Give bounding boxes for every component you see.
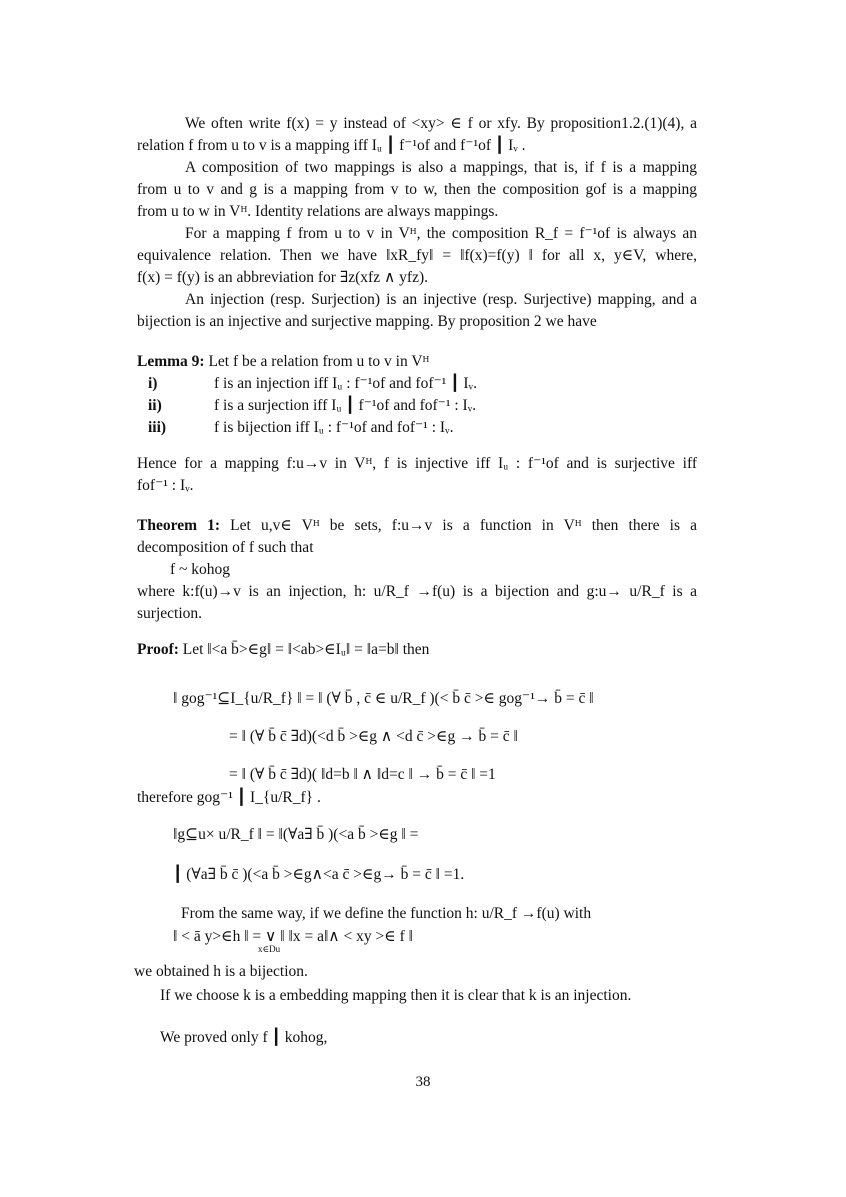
proof-equation-3: = ‖ (∀ b̄ c̄ ∃d)( ‖d=b ‖ ∧ ‖d=c ‖ → b̄ = c̄ ‖ =1 xyxy=(229,766,496,783)
proof-equation-2: = ‖ (∀ b̄ c̄ ∃d)(<d b̄ >∈g ∧ <d c̄ >∈g → b̄ = c̄ ‖ xyxy=(229,728,518,745)
page-number: 38 xyxy=(415,1074,431,1090)
paragraph-4-line-1: An injection (resp. Surjection) is an injective (resp. Surjective) mapping, and a xyxy=(185,291,697,308)
lemma-label: Lemma 9: xyxy=(137,353,205,370)
paragraph-3-line-2: equivalence relation. Then we have ‖xR_fy‖ = ‖f(x)=f(y) ‖ for all x, y∈V, where, xyxy=(137,247,697,264)
lemma-intro: Let f be a relation from u to v in Vᴴ xyxy=(204,353,430,370)
hence-line-1: Hence for a mapping f:u→v in Vᴴ, f is injective iff Iᵤ : f⁻¹of and is surjective iff xyxy=(137,455,697,472)
hence-line-2: fof⁻¹ : Iᵥ. xyxy=(137,477,194,494)
proof-equation-5: ┃ (∀a∃ b̄ c̄ )(<a b̄ >∈g∧<a c̄ >∈g→ b̄ = c̄ ‖ =1. xyxy=(173,866,465,883)
paragraph-1-line-1: We often write f(x) = y instead of <xy> ∈ f or xfy. By proposition1.2.(1)(4), a xyxy=(185,115,697,132)
proof-therefore: therefore gog⁻¹ ┃ I_{u/R_f} . xyxy=(137,789,321,806)
proof-proved: We proved only f ┃ kohog, xyxy=(160,1029,328,1046)
proof-h-definition: ‖ < ā y>∈h ‖ = ∨ ‖ ‖x = a‖∧ < xy >∈ f ‖ xyxy=(173,928,413,945)
proof-equation-4: ‖g⊆u× u/R_f ‖ = ‖(∀a∃ b̄ )(<a b̄ >∈g ‖ = xyxy=(173,826,419,843)
paragraph-3-line-1: For a mapping f from u to v in Vᴴ, the composition R_f = f⁻¹of is always an xyxy=(185,225,697,242)
theorem-line-5: surjection. xyxy=(137,605,202,622)
proof-line-1: Proof: Let ‖<a b̄>∈g‖ = ‖<ab>∈Iᵤ‖ = ‖a=b‖ then xyxy=(137,641,430,658)
paragraph-4-line-2: bijection is an injective and surjective mapping. By proposition 2 we have xyxy=(137,313,597,330)
proof-same-way: From the same way, if we define the function h: u/R_f →f(u) with xyxy=(181,905,592,922)
theorem-line-4: where k:f(u)→v is an injection, h: u/R_f →f(u) is a bijection and g:u→ u/R_f is a xyxy=(137,583,697,600)
proof-h-subscript: x∈Du xyxy=(258,944,281,954)
proof-obtained: we obtained h is a bijection. xyxy=(134,963,308,980)
theorem-formula: f ~ kohog xyxy=(170,561,231,578)
paragraph-2-line-2: from u to v and g is a mapping from v to w, then the composition gof is a mapping xyxy=(137,181,697,198)
proof-choose-k: If we choose k is a embedding mapping then it is clear that k is an injection. xyxy=(160,987,632,1004)
paragraph-2-line-3: from u to w in Vᴴ. Identity relations are always mappings. xyxy=(137,203,499,220)
proof-equation-1: ‖ gog⁻¹⊆I_{u/R_f} ‖ = ‖ (∀ b̄ , c̄ ∈ u/R_f )(< b̄ c̄ >∈ gog⁻¹→ b̄ = c̄ ‖ xyxy=(173,690,594,707)
lemma-heading xyxy=(137,352,697,372)
paragraph-3-line-3: f(x) = f(y) is an abbreviation for ∃z(xfz ∧ yfz). xyxy=(137,269,429,286)
paragraph-1-line-2: relation f from u to v is a mapping iff Iᵤ ┃ f⁻¹of and f⁻¹of ┃ Iᵥ . xyxy=(137,137,526,154)
paragraph-2-line-1: A composition of two mappings is also a mappings, that is, if f is a mapping xyxy=(185,159,697,176)
theorem-line-2: decomposition of f such that xyxy=(137,539,314,556)
theorem-label: Theorem 1: xyxy=(137,517,221,534)
theorem-line-1: Theorem 1: Let u,v∈ Vᴴ be sets, f:u→v is a function in Vᴴ then there is a xyxy=(137,517,697,534)
proof-label: Proof: xyxy=(137,641,179,658)
document-page: We often write f(x) = y instead of <xy> ∈ f or xfy. By proposition1.2.(1)(4), a relation f from u to v is a mapping iff Iᵤ ┃ f⁻¹of and f⁻¹of ┃ Iᵥ . A composition of two mappings is also a mappings, that is, if f is a mapping from u to v and g is a mapping from v to w, then the composition gof is a mapping from u to w in Vᴴ. Identity relations are always mappings. For a mapping f from u to v in Vᴴ, the composition R_f = f⁻¹of is always an equivalence relation. Then we have ‖xR_fy‖ = ‖f(x)=f(y) ‖ for all x, y∈V, where, f(x) = f(y) is an abbreviation for ∃z(xfz ∧ yfz). An injection (resp. Surjection) is an injective (resp. Surjective) mapping, and a bijection is an injective and surjective mapping. By proposition 2 we have Lemma 9: Let f be a relation from u to v in Vᴴ i) f is an injection iff Iᵤ : f⁻¹of and fof⁻¹ ┃ Iᵥ. ii) f is a surjection iff Iᵤ ┃ f⁻¹of and fof⁻¹ : Iᵥ. iii) f is bijection iff Iᵤ : f⁻¹of and fof⁻¹ : Iᵥ. Hence for a mapping f:u→v in Vᴴ, f is injective iff Iᵤ : f⁻¹of and is surjective iff fof⁻¹ : Iᵥ. Theorem 1: Let u,v∈ Vᴴ be sets, f:u→v is a function in Vᴴ then there is a decomposition of f such that f ~ kohog where k:f(u)→v is an injection, h: u/R_f →f(u) is a bijection and g:u→ u/R_f is a surjection. Proof: Let ‖<a b̄>∈g‖ = ‖<ab>∈Iᵤ‖ = ‖a=b‖ then ‖ gog⁻¹⊆I_{u/R_f} ‖ = ‖ (∀ b̄ , c̄ ∈ u/R_f )(< b̄ c̄ >∈ gog⁻¹→ b̄ = c̄ ‖ = ‖ (∀ b̄ c̄ ∃d)(<d b̄ >∈g ∧ <d c̄ >∈g → b̄ = c̄ ‖ = ‖ (∀ b̄ c̄ ∃d)( ‖d=b ‖ ∧ ‖d=c ‖ → b̄ = c̄ ‖ =1 therefore gog⁻¹ ┃ I_{u/R_f} . ‖g⊆u× u/R_f ‖ = ‖(∀a∃ b̄ )(<a b̄ >∈g ‖ = ┃ (∀a∃ b̄ c̄ )(<a b̄ >∈g∧<a c̄ >∈g→ b̄ = c̄ ‖ =1. From the same way, if we define the function h: u/R_f →f(u) with ‖ < ā y>∈h ‖ = ∨ ‖ ‖x = a‖∧ < xy >∈ f ‖ x∈Du we obtained h is a bijection. If we choose k is a embedding mapping then it is clear that k is an injection. We proved only f ┃ kohog, 38 xyxy=(0,0,846,1197)
